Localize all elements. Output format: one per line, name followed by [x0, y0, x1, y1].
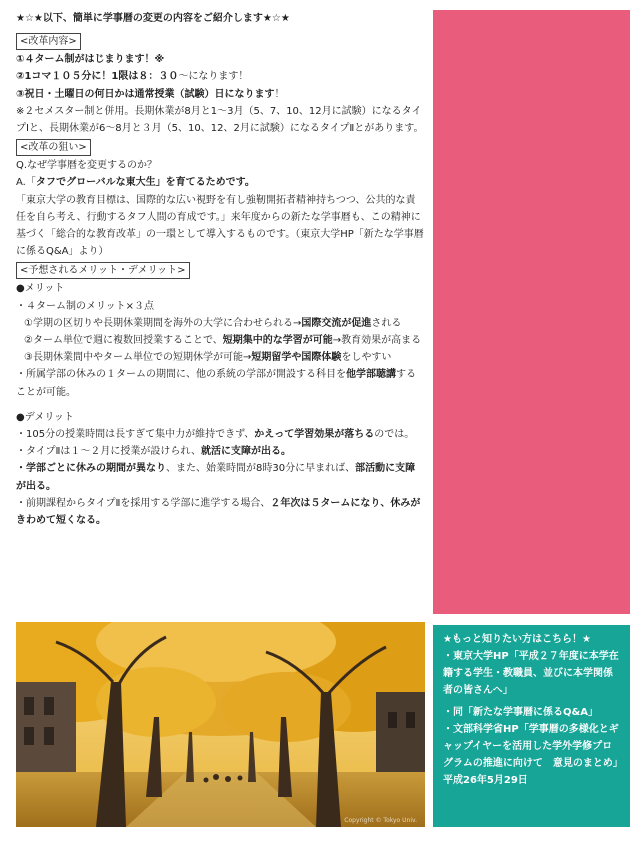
link-mext[interactable]: ・文部科学省HP「学事暦の多様化とギャップイヤーを活用した学外学修プログラムの推進に向けて 意見のまとめ」平成26年5月29日 — [443, 724, 619, 786]
pink-panel — [433, 10, 630, 614]
merit-item-2: ②ターム単位で週に複数回授業することで、短期集中的な学習が可能→教育効果が高まる — [24, 335, 422, 347]
photo-copyright: Copyright © Tokyo Univ. — [344, 817, 417, 824]
reform-heading: <改革内容> — [16, 33, 81, 50]
more-info-panel — [433, 625, 630, 827]
intro-line: ★☆★以下、簡単に学事暦の変更の内容をご紹介します★☆★ — [16, 13, 290, 24]
demerit-item-2: ・タイプⅡは１〜２月に授業が設けられ、就活に支障が出る。 — [16, 446, 292, 458]
merit-item-1: ①学期の区切りや長期休業期間を海外の大学に合わせられる→国際交流が促進される — [24, 317, 402, 329]
merit-lead: ・４ターム制のメリット×３点 — [16, 300, 154, 312]
link-utokyo-hp[interactable]: ・東京大学HP「平成２７年度に本学在籍する学生・教職員、並びに本学関係者の皆さんへ」 — [443, 651, 619, 696]
reform-item-2: ②1コマ１０５分に！1限は８：３０〜になります！ — [16, 71, 249, 83]
ginkgo-avenue-photo — [16, 622, 425, 827]
demerit-item-3: ・学部ごとに休みの期間が異なり、また、始業時間が8時30分に早まれば、部活動に支障が出る。 — [16, 463, 416, 492]
demerit-item-4: ・前期課程からタイプⅡを採用する学部に進学する場合、２年次は５タームになり、休みがきわめて短くなる。 — [16, 497, 421, 527]
aim-answer: A.「タフでグローバルな東大生」を育てるためです。 — [16, 177, 255, 189]
aim-question: Q.なぜ学事暦を変更するのか？ — [16, 160, 158, 172]
merits-heading: <予想されるメリット・デメリット> — [16, 262, 190, 279]
reform-item-3: ③祝日・土曜日の何日かは通常授業（試験）日になります！ — [16, 88, 285, 100]
demerit-item-1: ・105分の授業時間は長すぎて集中力が維持できず、かえって学習効果が落ちるのでは。 — [16, 429, 415, 441]
reform-note: ※２セメスター制と併用。長期休業が8月と1〜3月（5、7、10、12月に試験）になるタイプⅠと、長期休業が6〜8月と３月（5、10、12、2月に試験）になるタイプⅡとがあります。 — [16, 105, 424, 135]
more-info-title: ★もっと知りたい方はこちら！★ — [443, 634, 591, 645]
merit-item-4: ・所属学部の休みの１タームの期間に、他の系統の学部が開設する科目を他学部聴講することが可能。 — [16, 369, 416, 398]
aim-heading: <改革の狙い> — [16, 139, 91, 156]
merit-item-3: ③長期休業間中やターム単位での短期休学が可能→短期留学や国際体験をしやすい — [24, 352, 392, 364]
merit-title: ●メリット — [16, 283, 65, 295]
article-body — [16, 10, 424, 529]
demerit-title: ●デメリット — [16, 411, 74, 423]
aim-quote: 「東京大学の教育目標は、国際的な広い視野を有し強靭開拓者精神持ちつつ、公共的な責任を自ら考え、行動するタフ人間の育成です。」来年度からの新たな学事暦も、この精神に基づく「総合的な教育改革」の一環として導入するものです。（東京大学HP「新たな学事暦に係るQ&A」より） — [16, 194, 424, 258]
link-qa[interactable]: ・同「新たな学事暦に係るQ&A」 — [443, 707, 598, 718]
reform-item-1: ①４ターム制がはじまります！※ — [16, 54, 165, 66]
